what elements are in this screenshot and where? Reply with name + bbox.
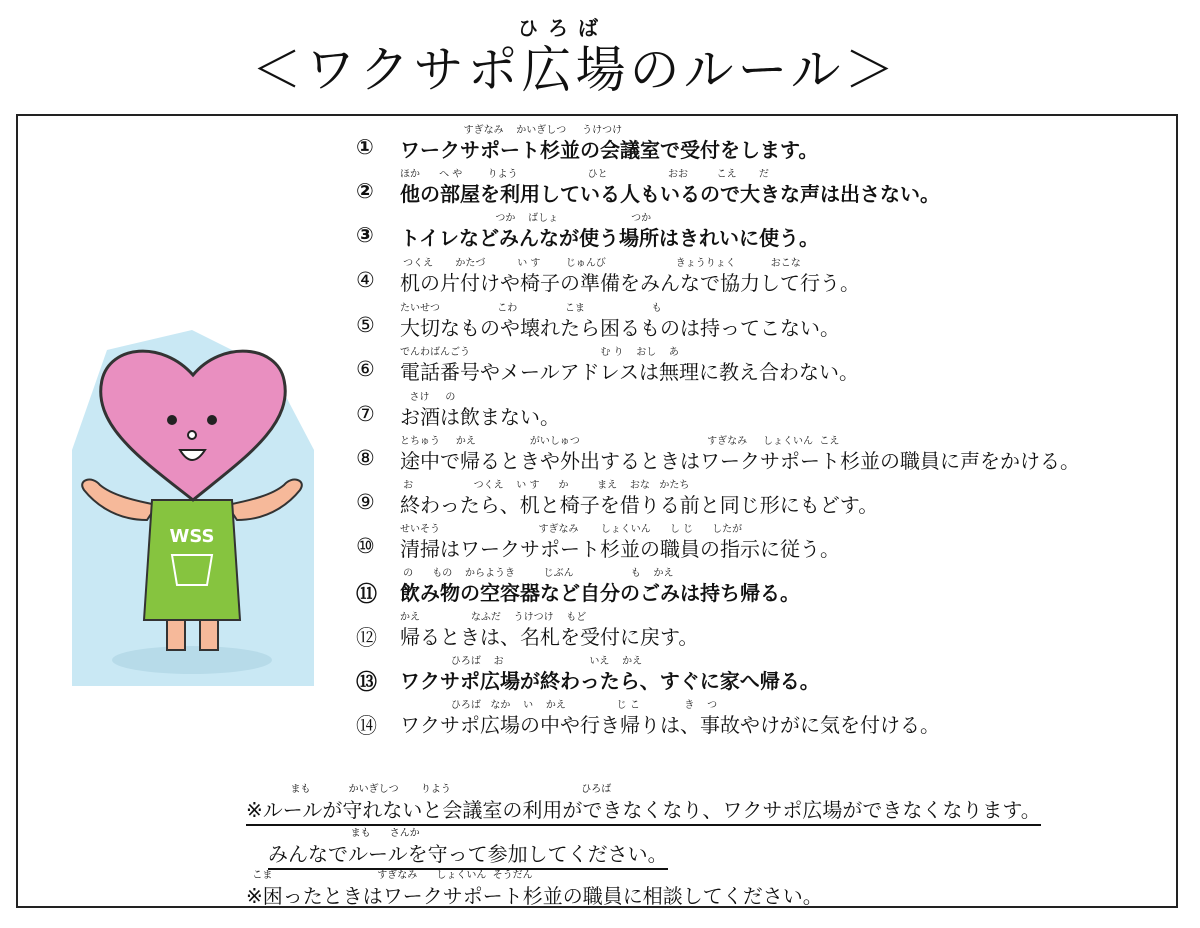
mascot-illustration (72, 330, 314, 686)
page-title: ＜ワクサポ広場のルール＞ (251, 41, 899, 99)
rule-ruby: せいそう すぎなみ しょくいん し じ したが (400, 524, 743, 535)
note-text: ※困ったときはワークサポート杉並の職員に相談してください。 (246, 884, 823, 908)
shadow (112, 646, 272, 674)
rule-text: 帰るときは、名札を受付に戻す。 (400, 625, 699, 649)
rule-text: 飲み物の空容器など自分のごみは持ち帰る。 (400, 581, 800, 605)
nose (188, 431, 196, 439)
rule-ruby: たいせつ こわ こま も (400, 303, 662, 314)
title-ruby: ひろば (518, 16, 608, 40)
rule-ruby: さけ の (400, 392, 456, 403)
rule-ruby: かえ なふだ うけつけ もど (400, 612, 587, 623)
rule-number: ⑨ (356, 490, 375, 514)
rule-number: ⑤ (356, 313, 375, 337)
rule-text: 清掃はワークサポート杉並の職員の指示に従う。 (400, 537, 840, 561)
rule-number: ⑫ (356, 626, 377, 650)
rule-number: ⑭ (356, 714, 377, 738)
rule-number: ⑬ (356, 670, 377, 694)
note-line-3 (246, 870, 823, 909)
rule-ruby: とちゅう かえ がいしゅつ すぎなみ しょくいん こえ (400, 436, 840, 447)
rule-text: お酒は飲まない。 (400, 405, 560, 429)
rule-text: 机の片付けや椅子の準備をみんなで協力して行う。 (400, 271, 860, 295)
rule-text: 電話番号やメールアドレスは無理に教え合わない。 (400, 360, 859, 384)
rule-ruby: ほか へ や りよう ひと おお こえ だ (400, 169, 769, 180)
rule-number: ③ (356, 223, 374, 247)
shirt (144, 500, 240, 620)
rule-ruby: ひろば お いえ かえ (400, 656, 643, 667)
rule-number: ⑥ (356, 357, 375, 381)
left-eye (167, 415, 177, 425)
rule-number: ⑦ (356, 402, 375, 426)
rule-number: ④ (356, 268, 375, 292)
rule-text: 他の部屋を利用している人もいるので大きな声は出さない。 (400, 182, 940, 206)
rule-text: ワークサポート杉並の会議室で受付をします。 (400, 138, 819, 162)
rule-number: ⑩ (356, 534, 375, 558)
rule-ruby: つくえ かたづ い す じゅんび きょうりょく おこな (400, 258, 801, 269)
rule-ruby: つか ばしょ つか (400, 213, 652, 224)
note-line-1 (246, 784, 1041, 823)
rule-number: ① (356, 135, 374, 159)
rule-number: ⑧ (356, 446, 375, 470)
rule-ruby: の もの からようき じぶん も かえ (400, 568, 674, 579)
rule-text: トイレなどみんなが使う場所はきれいに使う。 (400, 226, 819, 250)
rule-text: 大切なものや壊れたら困るものは持ってこない。 (400, 316, 840, 340)
note-text: みんなでルールを守って参加してください。 (268, 842, 668, 870)
rule-ruby: でんわばんごう む り おし あ (400, 347, 679, 358)
rule-text: ワクサポ広場が終わったら、すぐに家へ帰る。 (400, 669, 820, 693)
right-eye (207, 415, 217, 425)
rule-text: ワクサポ広場の中や行き帰りは、事故やけがに気を付ける。 (400, 713, 940, 737)
title-area (0, 0, 1200, 110)
shirt-logo: WSS (169, 526, 215, 547)
note-ruby: まも かいぎしつ りよう ひろば (246, 784, 612, 795)
rule-text: 終わったら、机と椅子を借りる前と同じ形にもどす。 (400, 493, 879, 517)
note-line-2 (268, 828, 668, 867)
rule-ruby: すぎなみ かいぎしつ うけつけ (400, 125, 623, 136)
rule-number: ② (356, 179, 374, 203)
note-ruby: まも さんか (268, 828, 420, 839)
rule-number: ⑪ (356, 582, 377, 606)
rule-ruby: ひろば なか い かえ じ こ き つ (400, 700, 718, 711)
rule-ruby: お つくえ い す か まえ おな かたち (400, 480, 690, 491)
note-text: ※ルールが守れないと会議室の利用ができなくなり、ワクサポ広場ができなくなります。 (246, 798, 1041, 826)
rule-text: 途中で帰るときや外出するときはワークサポート杉並の職員に声をかける。 (400, 449, 1080, 473)
note-ruby: こま すぎなみ しょくいん そうだん (246, 870, 533, 881)
